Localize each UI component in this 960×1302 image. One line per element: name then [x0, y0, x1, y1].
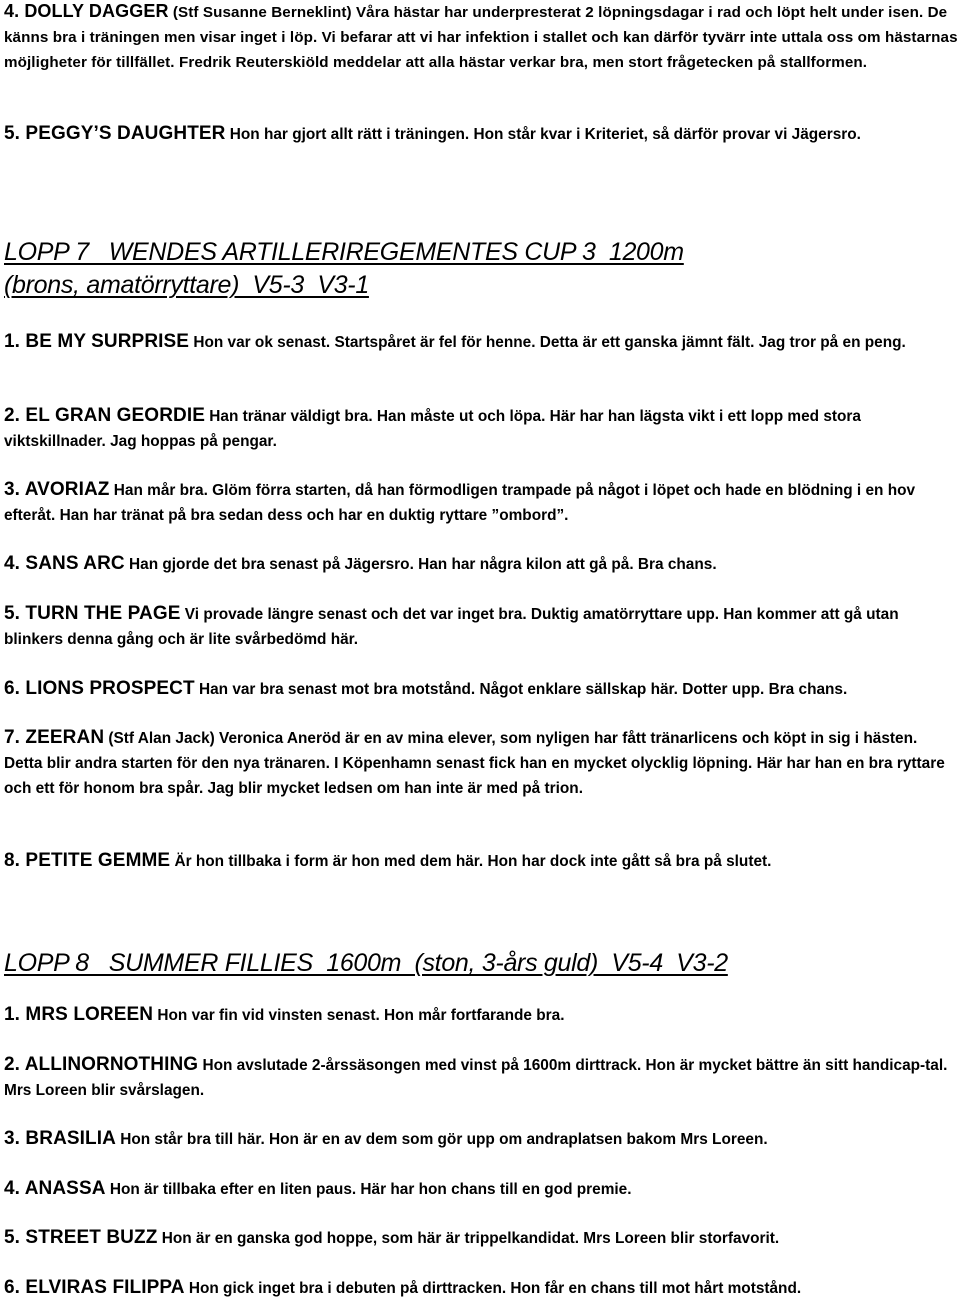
race-7-entry-5	[4, 601, 958, 652]
entry-heading: 4. SANS ARC	[4, 553, 125, 574]
entry-dolly-dagger	[4, 0, 958, 75]
entry-text: Är hon tillbaka i form är hon med dem här. Hon har dock inte gått så bra på slutet.	[170, 853, 772, 870]
race-7-entry-3	[4, 477, 958, 528]
entry-text: Hon har gjort allt rätt i träningen. Hon står kvar i Kriteriet, så därför provar vi Jägersro.	[225, 126, 861, 143]
entry-heading: 3. BRASILIA	[4, 1128, 116, 1149]
entry-heading: 6. LIONS PROSPECT	[4, 678, 195, 699]
entry-heading: 1. MRS LOREEN	[4, 1004, 154, 1025]
entry-text: Hon är tillbaka efter en liten paus. Här har hon chans till en god premie.	[105, 1181, 632, 1198]
race-7-title-line-2: (brons, amatörryttare) V5-3 V3-1	[4, 271, 369, 299]
entry-text: Han mår bra. Glöm förra starten, då han förmodligen trampade på något i löpet och hade en blödning i en hov efteråt. Han har tränat på bra sedan dess och har en duktig ryttare ”ombord”.	[4, 482, 916, 524]
race-8-entry-5	[4, 1225, 958, 1251]
entry-peggys-daughter	[4, 121, 958, 147]
entry-text: Hon står bra till här. Hon är en av dem som gör upp om andraplatsen bakom Mrs Loreen.	[115, 1131, 768, 1148]
entry-heading: 3. AVORIAZ	[4, 479, 110, 500]
entry-text: Hon avslutade 2-årssäsongen med vinst på 1600m dirttrack. Hon är mycket bättre än sitt handicap-tal. Mrs Loreen blir svårslagen.	[4, 1057, 948, 1099]
race-7-title	[4, 236, 958, 302]
race-7-entry-6	[4, 676, 958, 702]
entry-text: Hon är en ganska god hoppe, som här är trippelkandidat. Mrs Loreen blir storfavorit.	[157, 1230, 780, 1247]
race-7-entry-2	[4, 403, 958, 454]
race-8-entry-6	[4, 1275, 958, 1301]
entry-heading: 8. PETITE GEMME	[4, 850, 171, 871]
entry-heading: 4. ANASSA	[4, 1178, 106, 1199]
race-7-entry-8	[4, 848, 958, 874]
entry-heading: 2. ALLINORNOTHING	[4, 1054, 199, 1075]
entry-heading: 5. TURN THE PAGE	[4, 603, 181, 624]
race-7-entry-1	[4, 329, 958, 355]
race-8-entry-2	[4, 1052, 958, 1103]
entry-text: Hon var fin vid vinsten senast. Hon mår fortfarande bra.	[153, 1007, 565, 1024]
race-8-title	[4, 947, 958, 980]
race-7-entry-7	[4, 725, 958, 801]
entry-heading: 1. BE MY SURPRISE	[4, 331, 190, 352]
entry-heading: 2. EL GRAN GEORDIE	[4, 405, 205, 426]
entry-heading: 5. STREET BUZZ	[4, 1227, 158, 1248]
entry-text: Vi provade längre senast och det var inget bra. Duktig amatörryttare upp. Han kommer att gå utan blinkers denna gång och är lite svårbedömd här.	[4, 606, 899, 648]
entry-heading: 7. ZEERAN	[4, 727, 105, 748]
entry-text: Hon gick inget bra i debuten på dirttracken. Hon får en chans till mot hårt motstånd.	[184, 1280, 802, 1297]
entry-text: (Stf Alan Jack) Veronica Aneröd är en av mina elever, som nyligen har fått tränarlicens och köpt in sig i hästen. Detta blir andra starten för den nya tränaren. I Köpenhamn senast fick han en mycket olycklig löpning. Här har han en bra ryttare och ett för honom bra spår. Jag blir mycket ledsen om han inte är med på trion.	[4, 730, 945, 797]
entry-text: (Stf Susanne Berneklint) Våra hästar har underpresterat 2 löpningsdagar i rad och löpt helt under isen. De känns bra i träningen men visar inget i löp. Vi befarar att vi har infektion i stallet och kan därför tyvärr inte uttala oss om hästarnas möjligheter för tillfället. Fredrik Reuterskiöld meddelar att alla hästar verkar bra, men stort frågetecken på stallformen.	[4, 4, 958, 71]
race-8-entry-1	[4, 1002, 958, 1028]
race-8-title-line: LOPP 8 SUMMER FILLIES 1600m (ston, 3-års guld) V5-4 V3-2	[4, 949, 728, 977]
entry-heading: 6. ELVIRAS FILIPPA	[4, 1277, 185, 1298]
entry-text: Hon var ok senast. Startspåret är fel för henne. Detta är ett ganska jämnt fält. Jag tror på en peng.	[189, 334, 906, 351]
race-7-title-line-1: LOPP 7 WENDES ARTILLERIREGEMENTES CUP 3 1200m	[4, 238, 684, 266]
entry-heading: 4. DOLLY DAGGER	[4, 1, 169, 21]
race-8-entry-4	[4, 1176, 958, 1202]
race-7-entry-4	[4, 551, 958, 577]
race-8-entry-3	[4, 1126, 958, 1152]
entry-text: Han tränar väldigt bra. Han måste ut och löpa. Här har han lägsta vikt i ett lopp med stora viktskillnader. Jag hoppas på pengar.	[4, 408, 861, 450]
entry-text: Han var bra senast mot bra motstånd. Något enklare sällskap här. Dotter upp. Bra chans.	[194, 681, 848, 698]
entry-text: Han gjorde det bra senast på Jägersro. Han har några kilon att gå på. Bra chans.	[124, 556, 717, 573]
entry-heading: 5. PEGGY’S DAUGHTER	[4, 123, 226, 144]
